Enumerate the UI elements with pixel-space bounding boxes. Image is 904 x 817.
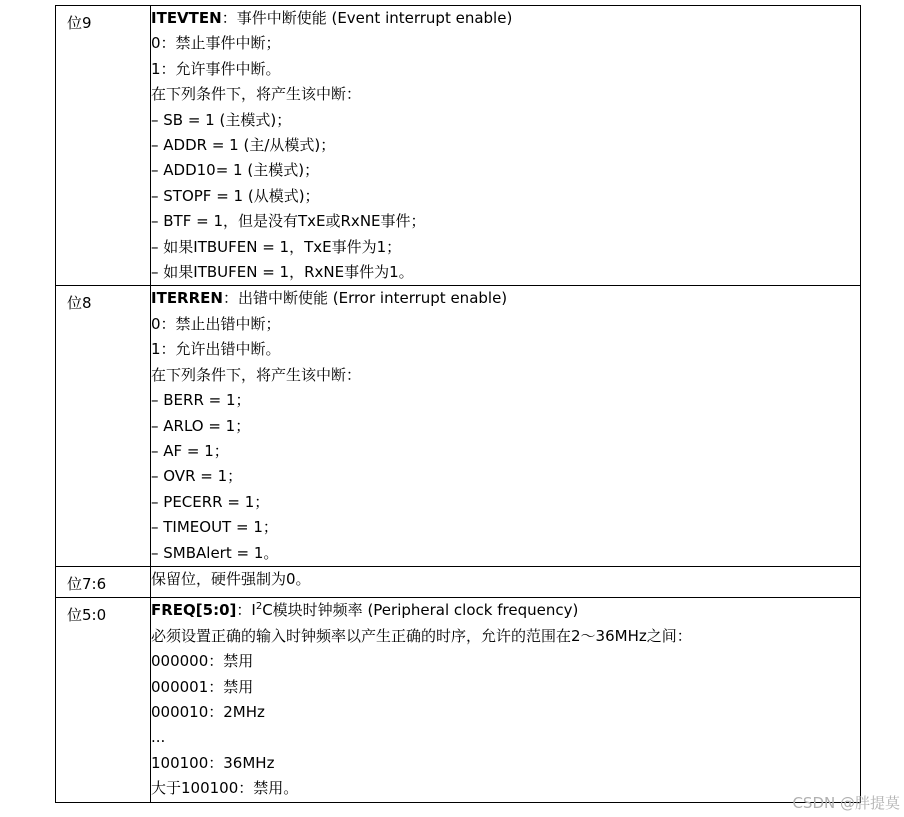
bit-cell xyxy=(56,6,151,286)
description-line: – ADD10= 1 (主模式)； xyxy=(151,161,320,180)
field-title-text: ：事件中断使能 (Event interrupt enable) xyxy=(221,9,513,27)
description-cell xyxy=(151,598,861,802)
field-title xyxy=(151,6,860,31)
description-line: 000010：2MHz xyxy=(151,702,265,721)
description-line: 000001：禁用 xyxy=(151,677,254,696)
description-line: – ARLO = 1； xyxy=(151,416,251,435)
description-line: 0：禁止出错中断； xyxy=(151,314,281,333)
field-name: ITEVTEN xyxy=(151,9,222,27)
description-line: – BERR = 1； xyxy=(151,391,251,410)
field-title-text: C模块时钟频率 (Peripheral clock frequency) xyxy=(262,601,579,620)
bit-label: 位5:0 xyxy=(67,606,107,625)
bit-cell xyxy=(56,286,151,566)
description-line: – STOPF = 1 (从模式)； xyxy=(151,186,320,205)
description-line: 保留位，硬件强制为0。 xyxy=(151,569,311,588)
description-line: – OVR = 1； xyxy=(151,467,243,486)
superscript: 2 xyxy=(255,601,263,613)
table-row-bit7-6 xyxy=(56,566,861,597)
description-line: 000000：禁用 xyxy=(151,652,254,671)
table-row-bit8 xyxy=(56,286,861,566)
description-line: 100100：36MHz xyxy=(151,753,275,772)
description-line: – 如果ITBUFEN = 1，RxNE事件为1。 xyxy=(151,263,414,282)
description-line: – SB = 1 (主模式)； xyxy=(151,110,292,129)
table-row-bit9 xyxy=(56,6,861,286)
description-line: 在下列条件下，将产生该中断： xyxy=(151,365,362,384)
bit-cell xyxy=(56,598,151,802)
description-line: – BTF = 1，但是没有TxE或RxNE事件； xyxy=(151,212,426,231)
description-line: – SMBAlert = 1。 xyxy=(151,543,279,562)
field-title-text: ：出错中断使能 (Error interrupt enable) xyxy=(222,289,508,308)
description-cell xyxy=(151,6,861,286)
table-row-bit5-0 xyxy=(56,598,861,802)
description-line: – PECERR = 1； xyxy=(151,492,270,511)
field-title-separator: ：I xyxy=(236,601,256,620)
watermark: CSDN @胖提莫 xyxy=(792,794,900,812)
bit-label: 位7:6 xyxy=(67,574,107,593)
bit-cell xyxy=(56,566,151,597)
description-line: – AF = 1； xyxy=(151,441,229,460)
field-name: ITERREN xyxy=(151,289,223,308)
description-line: – 如果ITBUFEN = 1，TxE事件为1； xyxy=(151,237,402,256)
description-line: ... xyxy=(151,728,166,747)
description-line: – TIMEOUT = 1； xyxy=(151,518,278,537)
field-name: FREQ[5:0] xyxy=(151,601,237,620)
field-title xyxy=(151,598,860,623)
description-cell xyxy=(151,286,861,566)
description-line: 大于100100：禁用。 xyxy=(151,779,299,798)
field-title xyxy=(151,286,860,311)
description-line: – ADDR = 1 (主/从模式)； xyxy=(151,136,336,155)
description-line: 1：允许事件中断。 xyxy=(151,59,281,78)
description-line: 0：禁止事件中断； xyxy=(151,34,281,53)
register-bit-table xyxy=(55,5,861,803)
bit-label: 位9 xyxy=(67,14,92,32)
description-line: 在下列条件下，将产生该中断： xyxy=(151,85,362,104)
bit-label: 位8 xyxy=(67,294,92,313)
description-line: 1：允许出错中断。 xyxy=(151,340,281,359)
description-cell xyxy=(151,566,861,597)
description-line: 必须设置正确的输入时钟频率以产生正确的时序，允许的范围在2～36MHz之间： xyxy=(151,626,692,645)
